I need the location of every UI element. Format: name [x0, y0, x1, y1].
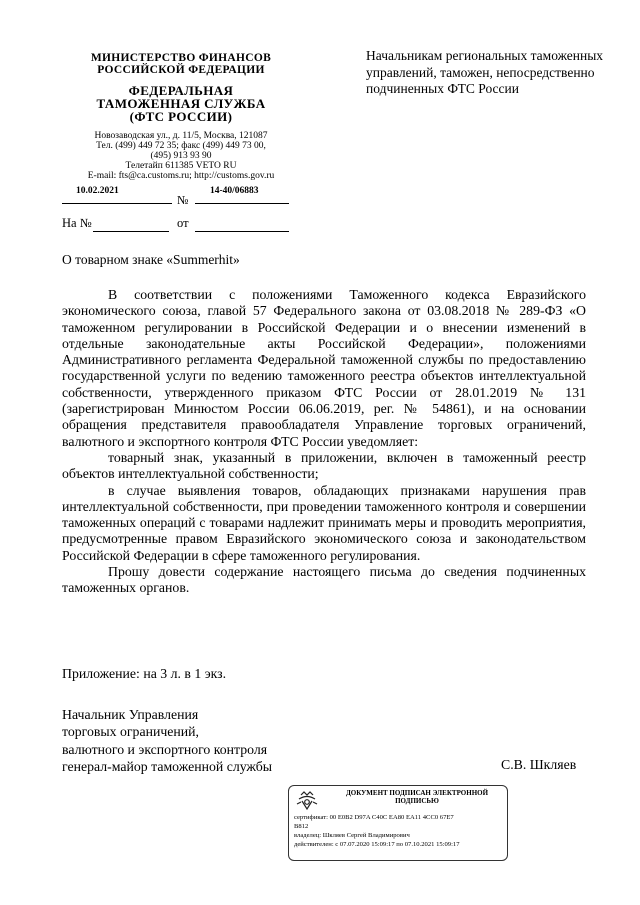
certificate-line-2: B812: [294, 823, 309, 830]
registration-number: 14-40/06883: [210, 186, 259, 196]
letterhead: [56, 52, 306, 181]
body-paragraph: товарный знак, указанный в приложении, включен в таможенный реестр объектов интеллектуальной собственности;: [62, 449, 586, 482]
letter-subject: О товарном знаке «Summerhit»: [62, 252, 240, 267]
service-name-line2: ТАМОЖЕННАЯ СЛУЖБА: [96, 96, 266, 111]
number-underline: [195, 203, 289, 204]
stamp-title: [329, 789, 505, 805]
signatory-position: [62, 706, 272, 775]
service-name: [56, 84, 306, 123]
body-paragraph: Прошу довести содержание настоящего письма до сведения подчиненных таможенных органов.: [62, 564, 586, 596]
owner-line: владелец: Шкляев Сергей Владимирович: [294, 832, 410, 839]
registration-date: 10.02.2021: [76, 186, 119, 196]
ref-label: На №: [62, 216, 92, 230]
stamp-details: [294, 813, 460, 849]
sender-address: [56, 131, 306, 181]
number-sign: №: [177, 193, 189, 207]
phone-line-2: (495) 913 93 90: [150, 151, 212, 161]
address-line: Новозаводская ул., д. 11/5, Москва, 121087: [94, 131, 268, 141]
ref-number-underline: [93, 231, 169, 232]
e-signature-stamp: [288, 785, 508, 861]
coat-of-arms-icon: [293, 789, 321, 813]
body-paragraph: в случае выявления товаров, обладающих признаками нарушения прав интеллектуальной собственности, при проведении таможенного контроля и совершении таможенных операций с товарами надлежит принимать меры и проводить мероприятия, предусмотренные правом Евразийского экономического союза и законодательством Российской Федерации в сфере таможенного регулирования.: [62, 482, 586, 563]
teletype-line: Телетайп 611385 VETO RU: [125, 161, 237, 171]
ministry-name-line1: МИНИСТЕРСТВО ФИНАНСОВ: [90, 52, 272, 64]
service-name-line1: ФЕДЕРАЛЬНАЯ: [128, 83, 234, 98]
attachment-note: Приложение: на 3 л. в 1 экз.: [62, 666, 227, 681]
stamp-title-line2: ПОДПИСЬЮ: [395, 797, 439, 805]
position-line3: валютного и экспортного контроля: [62, 741, 268, 757]
certificate-line: сертификат: 00 E0B2 D97A C40C EA80 EA11 4CC0 67E7: [294, 814, 454, 821]
position-line2: торговых ограничений,: [62, 724, 199, 740]
addressee: Начальникам региональных таможенных управлений, таможен, непосредственно подчиненных ФТС России: [366, 48, 604, 96]
position-line1: Начальник Управления: [62, 707, 199, 722]
date-underline: [62, 203, 172, 204]
signatory-name: С.В. Шкляев: [501, 757, 577, 772]
validity-line: действителен: с 07.07.2020 15:09:17 по 07.10.2021 15:09:17: [294, 841, 460, 848]
letter-body: [62, 287, 586, 597]
ref-date-underline: [195, 231, 289, 232]
body-paragraph: В соответствии с положениями Таможенного кодекса Евразийского экономического союза, главой 57 Федерального закона от 03.08.2018 № 289-ФЗ «О таможенном регулировании в Российской Федерации и о внесении изменений в отдельные законодательные акты Российской Федерации», положениями Административного регламента Федеральной таможенной службы по предоставлению государственной услуги по ведению таможенного реестра объектов интеллектуальной собственности, утвержденного приказом ФТС России от 28.01.2019 № 131 (зарегистрирован Минюстом России 06.06.2019, рег. № 54861), и на основании обращения представителя правообладателя Управление торговых ограничений, валютного и экспортного контроля ФТС России уведомляет:: [62, 287, 586, 449]
service-name-line3: (ФТС РОССИИ): [129, 109, 233, 124]
ministry-name-line2: РОССИЙСКОЙ ФЕДЕРАЦИИ: [97, 64, 265, 76]
stamp-title-line1: ДОКУМЕНТ ПОДПИСАН ЭЛЕКТРОННОЙ: [345, 789, 489, 797]
email-web-line: E-mail: fts@ca.customs.ru; http://customs.gov.ru: [87, 171, 275, 181]
ref-from-label: от: [177, 216, 189, 230]
position-line4: генерал-майор таможенной службы: [62, 758, 273, 774]
phone-line: Тел. (499) 449 72 35; факс (499) 449 73 00,: [96, 141, 266, 151]
